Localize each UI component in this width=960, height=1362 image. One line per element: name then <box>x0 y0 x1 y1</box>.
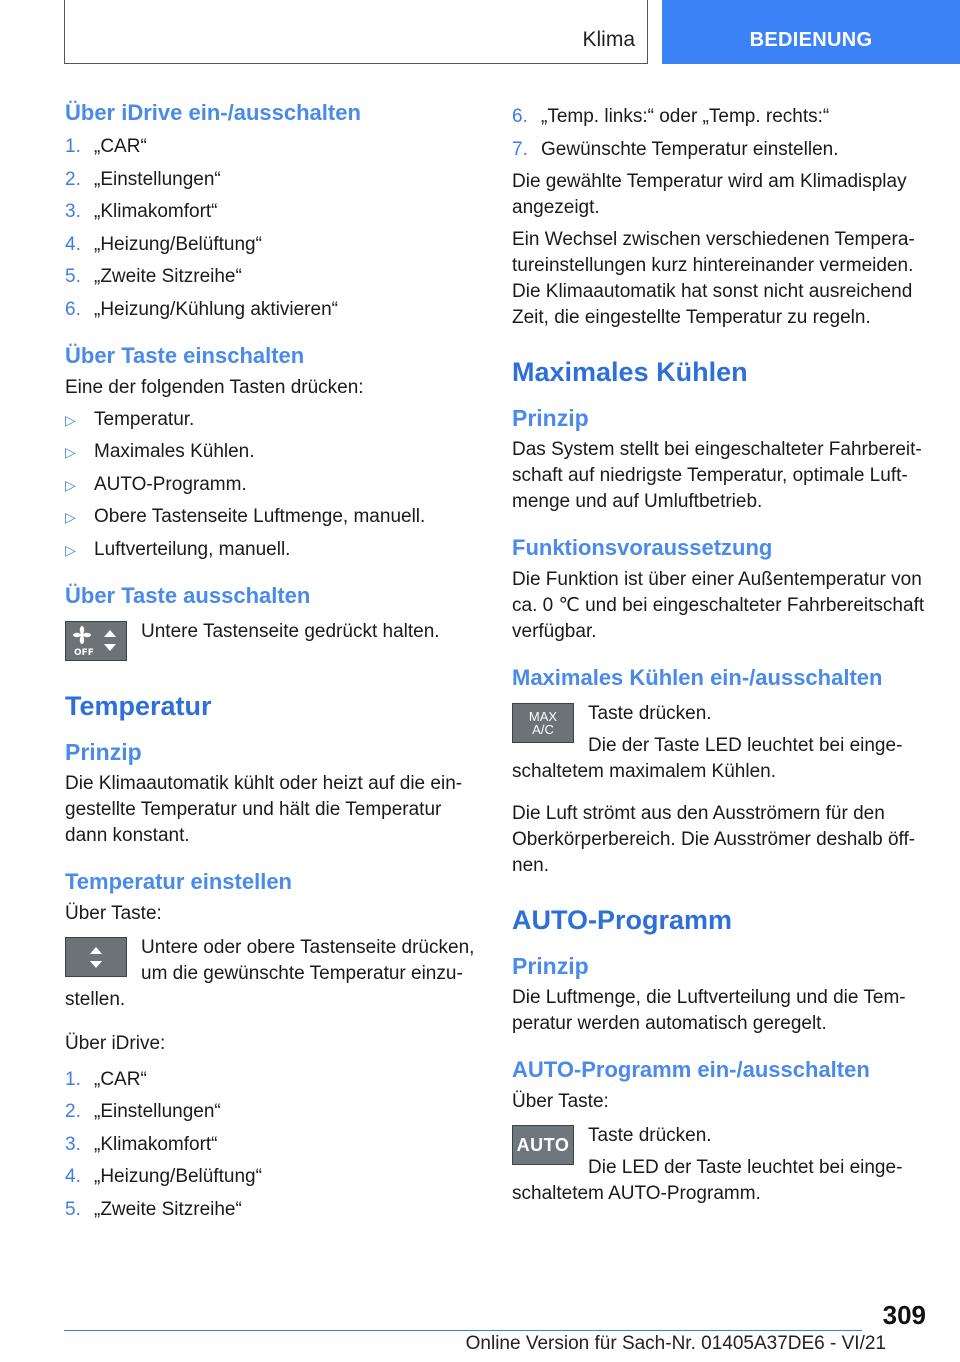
header-section-title: Klima <box>582 28 635 51</box>
step-number: 7. <box>512 138 528 160</box>
step-text: „Einstellungen“ <box>94 1101 221 1122</box>
step-number: 3. <box>65 1133 81 1155</box>
max-ac-label-bottom: A/C <box>532 722 554 737</box>
max-press-text: Taste drücken. <box>588 703 712 724</box>
auto-button-icon <box>512 1125 574 1165</box>
list-item <box>65 1164 485 1190</box>
fan-off-row <box>65 619 485 661</box>
right-column <box>512 98 930 1207</box>
heading-set-temperature: Temperatur einstellen <box>65 868 292 894</box>
via-button-label: Über Taste: <box>512 1091 609 1112</box>
step-text: „Zweite Sitzreihe“ <box>94 266 242 287</box>
button-on-intro: Eine der folgenden Tasten drücken: <box>65 376 364 398</box>
principle-text: Die Klimaautomatik kühlt oder heizt auf die ein-gestellte Temperatur und hält die Temperatur dann konstant. <box>65 772 463 846</box>
idrive-steps-continued <box>512 104 930 163</box>
list-item <box>65 1132 485 1158</box>
step-text: „Temp. links:“ oder „Temp. rechts:“ <box>541 106 830 127</box>
max-airflow-text: Die Luft strömt aus den Ausströmern für den Oberkörperbereich. Die Ausströmer deshalb öff-nen. <box>512 803 916 876</box>
step-number: 6. <box>65 298 81 320</box>
step-text: „CAR“ <box>94 136 147 157</box>
heading-max-toggle: Maximales Kühlen ein-/ausschalten <box>512 665 883 690</box>
max-led-text: Die der Taste LED leuchtet bei einge-schaltetem maximalem Kühlen. <box>512 735 903 782</box>
paragraph-display: Die gewählte Temperatur wird am Klimadisplay angezeigt. <box>512 171 907 218</box>
step-number: 5. <box>65 1198 81 1220</box>
step-number: 2. <box>65 1101 81 1122</box>
list-item <box>65 439 485 465</box>
step-text: „Heizung/Belüftung“ <box>94 233 262 255</box>
step-number: 1. <box>65 1068 81 1090</box>
auto-button-label: AUTO <box>516 1135 570 1155</box>
list-item <box>65 1197 485 1223</box>
list-item <box>65 134 485 160</box>
fan-off-text: Untere Tastenseite gedrückt halten. <box>141 620 440 642</box>
step-text: „Heizung/Belüftung“ <box>94 1166 262 1187</box>
heading-principle: Prinzip <box>65 738 142 765</box>
bullet-text: Maximales Kühlen. <box>94 441 255 462</box>
fan-off-description <box>141 619 440 661</box>
via-idrive-label: Über iDrive: <box>65 1032 166 1054</box>
heading-principle: Prinzip <box>512 953 589 979</box>
heading-principle: Prinzip <box>512 405 589 431</box>
auto-led-text: Die LED der Taste leuchtet bei einge-schaltetem AUTO-Programm. <box>512 1157 903 1204</box>
list-item <box>512 104 930 130</box>
step-text: „CAR“ <box>94 1068 147 1090</box>
step-text: „Zweite Sitzreihe“ <box>94 1198 242 1220</box>
header-chapter-tab[interactable] <box>662 0 960 64</box>
auto-row <box>512 1123 930 1207</box>
bullet-text: AUTO-Programm. <box>94 473 247 495</box>
footer-version-text: Online Version für Sach-Nr. 01405A37DE6 - VI/21 <box>465 1333 886 1354</box>
heading-auto-toggle: AUTO-Programm ein-/ausschalten <box>512 1057 870 1082</box>
max-principle-text: Das System stellt bei eingeschalteter Fahrbereit-schaft auf niedrigste Temperatur, optimale Luft-menge und auf Umluftbetrieb. <box>512 439 922 512</box>
svg-text:OFF: OFF <box>74 647 94 658</box>
list-item <box>65 199 485 225</box>
list-item <box>65 232 485 258</box>
step-text: „Einstellungen“ <box>94 168 221 190</box>
left-column <box>65 98 485 1229</box>
step-number: 1. <box>65 136 81 157</box>
paragraph-warning: Ein Wechsel zwischen verschiedenen Tempera-tureinstellungen kurz hintereinander vermeiden. Die Klimaautomatik hat sonst nicht ausreichend Zeit, die eingestellte Temperatur zu regeln. <box>512 229 915 328</box>
page-number: 309 <box>882 1300 926 1330</box>
footer-divider <box>64 1330 862 1331</box>
temp-button-row <box>65 935 485 1013</box>
max-ac-row <box>512 701 930 785</box>
step-number: 6. <box>512 106 528 127</box>
triangle-bullet-icon: ▷ <box>65 411 76 428</box>
heading-button-on: Über Taste einschalten <box>65 342 305 368</box>
list-item <box>65 537 485 563</box>
list-item <box>65 1099 485 1125</box>
list-item <box>65 264 485 290</box>
heading-idrive-toggle: Über iDrive ein-/ausschalten <box>65 100 361 125</box>
triangle-bullet-icon: ▷ <box>65 541 76 558</box>
list-item <box>65 407 485 433</box>
header-chapter-label: BEDIENUNG <box>749 29 873 51</box>
via-button-label: Über Taste: <box>65 902 162 924</box>
heading-auto-program: AUTO-Programm <box>512 905 733 935</box>
step-number: 5. <box>65 266 81 287</box>
step-text: „Klimakomfort“ <box>94 201 218 222</box>
list-item <box>512 137 930 163</box>
triangle-bullet-icon: ▷ <box>65 509 76 525</box>
auto-press-text: Taste drücken. <box>588 1125 712 1146</box>
heading-requirement: Funktionsvoraussetzung <box>512 535 773 560</box>
step-text: „Heizung/Kühlung aktivieren“ <box>94 298 338 320</box>
list-item <box>65 297 485 323</box>
step-number: 4. <box>65 1166 81 1187</box>
list-item <box>65 167 485 193</box>
list-item <box>65 504 485 530</box>
bullet-text: Luftverteilung, manuell. <box>94 538 291 560</box>
step-number: 3. <box>65 201 81 222</box>
heading-temperature: Temperatur <box>65 690 212 721</box>
step-text: Gewünschte Temperatur einstellen. <box>541 138 839 160</box>
step-number: 4. <box>65 233 81 255</box>
idrive-steps-list <box>65 134 485 323</box>
bullet-text: Temperatur. <box>94 408 195 430</box>
heading-button-off: Über Taste ausschalten <box>65 582 311 608</box>
heading-max-cooling: Maximales Kühlen <box>512 357 748 387</box>
idrive-steps-list-2 <box>65 1067 485 1223</box>
list-item <box>65 1067 485 1093</box>
step-number: 2. <box>65 168 81 190</box>
auto-principle-text: Die Luftmenge, die Luftverteilung und die Tem-peratur werden automatisch geregelt. <box>512 987 906 1034</box>
header-box <box>64 0 648 64</box>
triangle-bullet-icon: ▷ <box>65 444 76 460</box>
fan-off-button-icon <box>65 621 127 661</box>
max-ac-button-icon <box>512 703 574 743</box>
step-text: „Klimakomfort“ <box>94 1133 218 1155</box>
requirement-text: Die Funktion ist über einer Außentemperatur von ca. 0 ℃ und bei eingeschalteter Fahrbereitschaft verfügbar. <box>512 569 925 642</box>
max-ac-label-top: MAX <box>528 709 558 724</box>
list-item <box>65 472 485 498</box>
temp-button-text: Untere oder obere Tastenseite drücken, um die gewünschte Temperatur einzu-stellen. <box>65 936 475 1010</box>
temp-updown-button-icon <box>65 937 127 977</box>
triangle-bullet-icon: ▷ <box>65 476 76 493</box>
button-list <box>65 407 485 563</box>
bullet-text: Obere Tastenseite Luftmenge, manuell. <box>94 506 426 527</box>
